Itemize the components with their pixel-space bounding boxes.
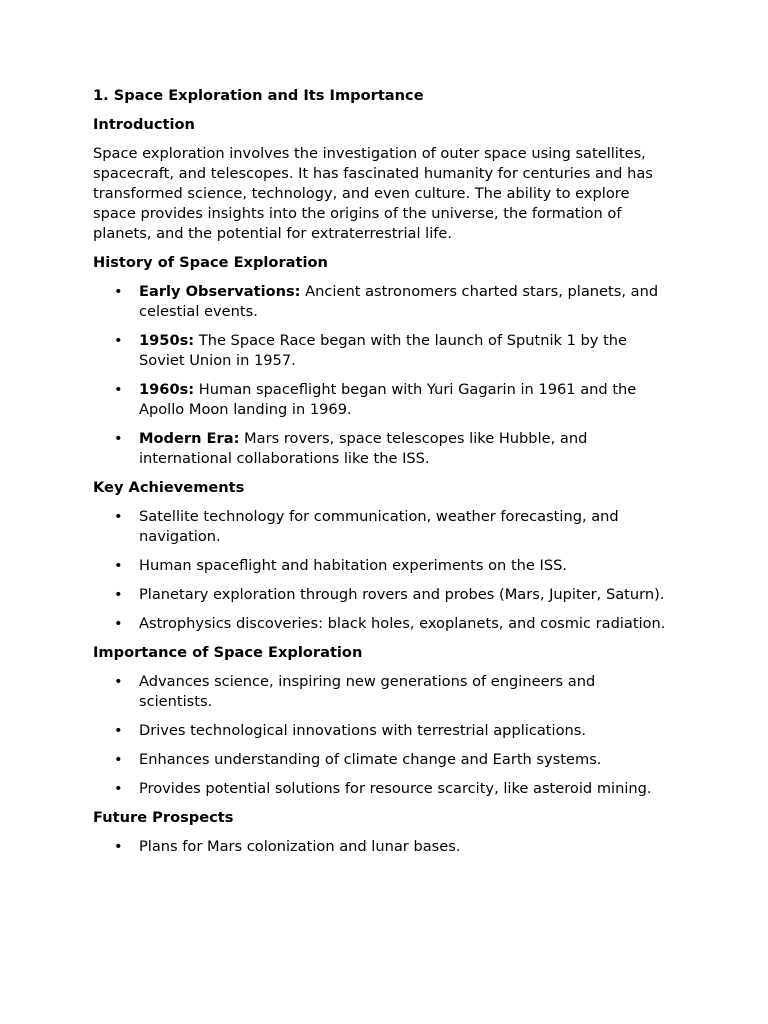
list-item-text: Mars rovers, space telescopes like Hubble, and international collaborations like the ISS. bbox=[139, 430, 588, 467]
section-heading-achievements: Key Achievements bbox=[93, 479, 245, 496]
bullet-icon: • bbox=[114, 586, 123, 603]
bullet-icon: • bbox=[114, 838, 123, 855]
list-item bbox=[93, 507, 672, 547]
list-item-label: Early Observations: bbox=[139, 283, 301, 300]
list-item bbox=[93, 750, 672, 770]
bullet-icon: • bbox=[114, 557, 123, 574]
bullet-icon: • bbox=[114, 673, 123, 690]
list-item-text: Human spaceflight and habitation experiments on the ISS. bbox=[139, 557, 568, 574]
bullet-icon: • bbox=[114, 615, 123, 632]
list-item-text: Human spaceflight began with Yuri Gagarin in 1961 and the Apollo Moon landing in 1969. bbox=[139, 381, 637, 418]
list-item bbox=[93, 614, 672, 634]
document-title: 1. Space Exploration and Its Importance bbox=[93, 87, 424, 104]
list-item-label: 1960s: bbox=[139, 381, 195, 398]
list-item bbox=[93, 721, 672, 741]
section-heading-introduction: Introduction bbox=[93, 116, 195, 133]
list-item bbox=[93, 556, 672, 576]
section-heading-importance: Importance of Space Exploration bbox=[93, 644, 363, 661]
list-item-text: Advances science, inspiring new generations of engineers and scientists. bbox=[139, 673, 596, 710]
list-item bbox=[93, 672, 672, 712]
section-heading-future: Future Prospects bbox=[93, 809, 234, 826]
bullet-icon: • bbox=[114, 751, 123, 768]
list-item-text: Provides potential solutions for resource scarcity, like asteroid mining. bbox=[139, 780, 652, 797]
bullet-icon: • bbox=[114, 722, 123, 739]
list-item bbox=[93, 585, 672, 605]
list-item bbox=[93, 331, 672, 371]
bullet-icon: • bbox=[114, 283, 123, 300]
intro-paragraph: Space exploration involves the investigation of outer space using satellites, spacecraft, and telescopes. It has fascinated humanity for centuries and has transformed science, technology, and even culture. The ability to explore space provides insights into the origins of the universe, the formation of planets, and the potential for extraterrestrial life. bbox=[93, 145, 653, 242]
bullet-icon: • bbox=[114, 780, 123, 797]
future-list bbox=[93, 837, 672, 857]
bullet-icon: • bbox=[114, 381, 123, 398]
list-item-label: 1950s: bbox=[139, 332, 195, 349]
bullet-icon: • bbox=[114, 508, 123, 525]
list-item-text: Enhances understanding of climate change and Earth systems. bbox=[139, 751, 602, 768]
list-item-text: Drives technological innovations with terrestrial applications. bbox=[139, 722, 586, 739]
list-item-text: Satellite technology for communication, weather forecasting, and navigation. bbox=[139, 508, 619, 545]
bullet-icon: • bbox=[114, 430, 123, 447]
list-item-text: The Space Race began with the launch of Sputnik 1 by the Soviet Union in 1957. bbox=[139, 332, 628, 369]
section-heading-history: History of Space Exploration bbox=[93, 254, 328, 271]
list-item bbox=[93, 429, 672, 469]
list-item-text: Ancient astronomers charted stars, planets, and celestial events. bbox=[139, 283, 659, 320]
list-item-text: Plans for Mars colonization and lunar bases. bbox=[139, 838, 461, 855]
history-list bbox=[93, 282, 672, 469]
list-item bbox=[93, 380, 672, 420]
importance-list bbox=[93, 672, 672, 799]
list-item-label: Modern Era: bbox=[139, 430, 240, 447]
list-item-text: Planetary exploration through rovers and probes (Mars, Jupiter, Saturn). bbox=[139, 586, 665, 603]
list-item bbox=[93, 779, 672, 799]
achievements-list bbox=[93, 507, 672, 634]
list-item bbox=[93, 837, 672, 857]
list-item-text: Astrophysics discoveries: black holes, exoplanets, and cosmic radiation. bbox=[139, 615, 666, 632]
bullet-icon: • bbox=[114, 332, 123, 349]
list-item bbox=[93, 282, 672, 322]
